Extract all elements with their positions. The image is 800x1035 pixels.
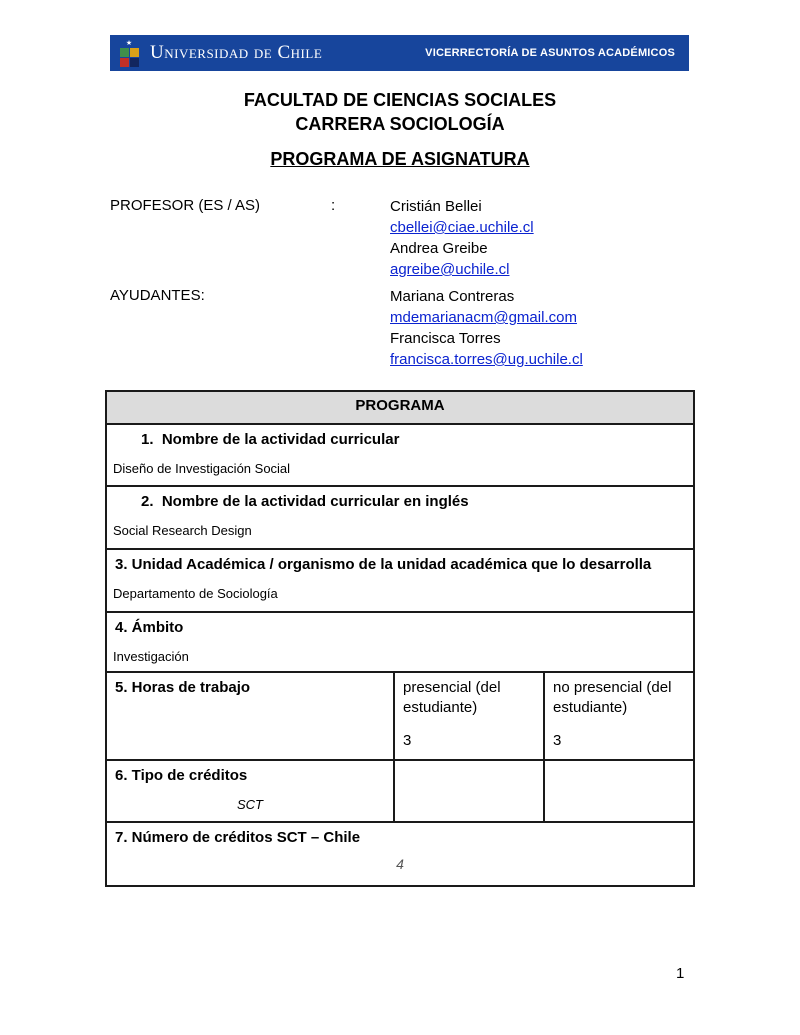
row6-value: SCT	[237, 797, 263, 812]
assistants-list	[390, 286, 583, 370]
row1-value: Diseño de Investigación Social	[113, 461, 291, 476]
professors-colon: :	[331, 197, 336, 214]
horas-label-cell	[107, 673, 395, 759]
assistant-name: Mariana Contreras	[390, 288, 515, 305]
professors-label: PROFESOR (ES / AS)	[110, 197, 261, 214]
presencial-cell	[395, 673, 545, 759]
no-presencial-value: 3	[553, 732, 562, 749]
row4-value: Investigación	[113, 649, 189, 664]
table-row-nombre-ingles	[107, 487, 693, 550]
no-presencial-cell	[545, 673, 693, 759]
assistants-label: AYUDANTES:	[110, 287, 205, 304]
professor-email-link[interactable]: cbellei@ciae.uchile.cl	[390, 219, 534, 236]
row5-label: 5. Horas de trabajo	[115, 679, 251, 696]
row2-value: Social Research Design	[113, 523, 252, 538]
program-table	[105, 390, 695, 887]
row6-label: 6. Tipo de créditos	[115, 767, 248, 784]
professor-name: Andrea Greibe	[390, 240, 488, 257]
professor-name: Cristián Bellei	[390, 198, 482, 215]
row3-label: 3. Unidad Académica / organismo de la unidad académica que lo desarrolla	[115, 556, 652, 573]
faculty-title: FACULTAD DE CIENCIAS SOCIALES	[243, 90, 557, 110]
row1-label: 1. Nombre de la actividad curricular	[141, 431, 400, 448]
page-number: 1	[676, 965, 685, 982]
assistant-email-link[interactable]: mdemarianacm@gmail.com	[390, 309, 577, 326]
assistant-email-link[interactable]: francisca.torres@ug.uchile.cl	[390, 351, 583, 368]
university-banner	[110, 35, 689, 71]
faculty-career-heading	[0, 88, 800, 136]
university-name: Universidad de Chile	[150, 42, 323, 63]
row7-label: 7. Número de créditos SCT – Chile	[115, 829, 361, 846]
program-table-title: PROGRAMA	[107, 392, 693, 425]
career-title: CARRERA SOCIOLOGÍA	[295, 114, 505, 134]
row7-value: 4	[396, 856, 404, 872]
tipo-creditos-cell	[107, 761, 395, 821]
empty-cell	[395, 761, 545, 821]
table-row-tipo-creditos	[107, 761, 693, 823]
no-presencial-header: no presencial (del estudiante)	[553, 679, 672, 716]
crest-star-icon: ★	[125, 39, 133, 47]
table-row-nombre-actividad	[107, 425, 693, 487]
document-title: PROGRAMA DE ASIGNATURA	[270, 149, 530, 169]
table-row-horas-trabajo	[107, 673, 693, 761]
row3-value: Departamento de Sociología	[113, 586, 278, 601]
university-crest-logo	[119, 40, 139, 67]
presencial-value: 3	[403, 732, 412, 749]
row2-label: 2. Nombre de la actividad curricular en inglés	[141, 493, 469, 510]
table-row-unidad-academica	[107, 550, 693, 613]
professor-email-link[interactable]: agreibe@uchile.cl	[390, 261, 510, 278]
table-row-ambito	[107, 613, 693, 673]
presencial-header: presencial (del estudiante)	[403, 679, 501, 716]
row4-label: 4. Ámbito	[115, 619, 184, 636]
table-row-numero-creditos	[107, 823, 693, 885]
assistant-name: Francisca Torres	[390, 330, 501, 347]
vicerrectoria-label: VICERRECTORÍA DE ASUNTOS ACADÉMICOS	[425, 47, 675, 59]
professors-list	[390, 196, 534, 280]
crest-shield-icon	[120, 48, 139, 67]
empty-cell	[545, 761, 693, 821]
